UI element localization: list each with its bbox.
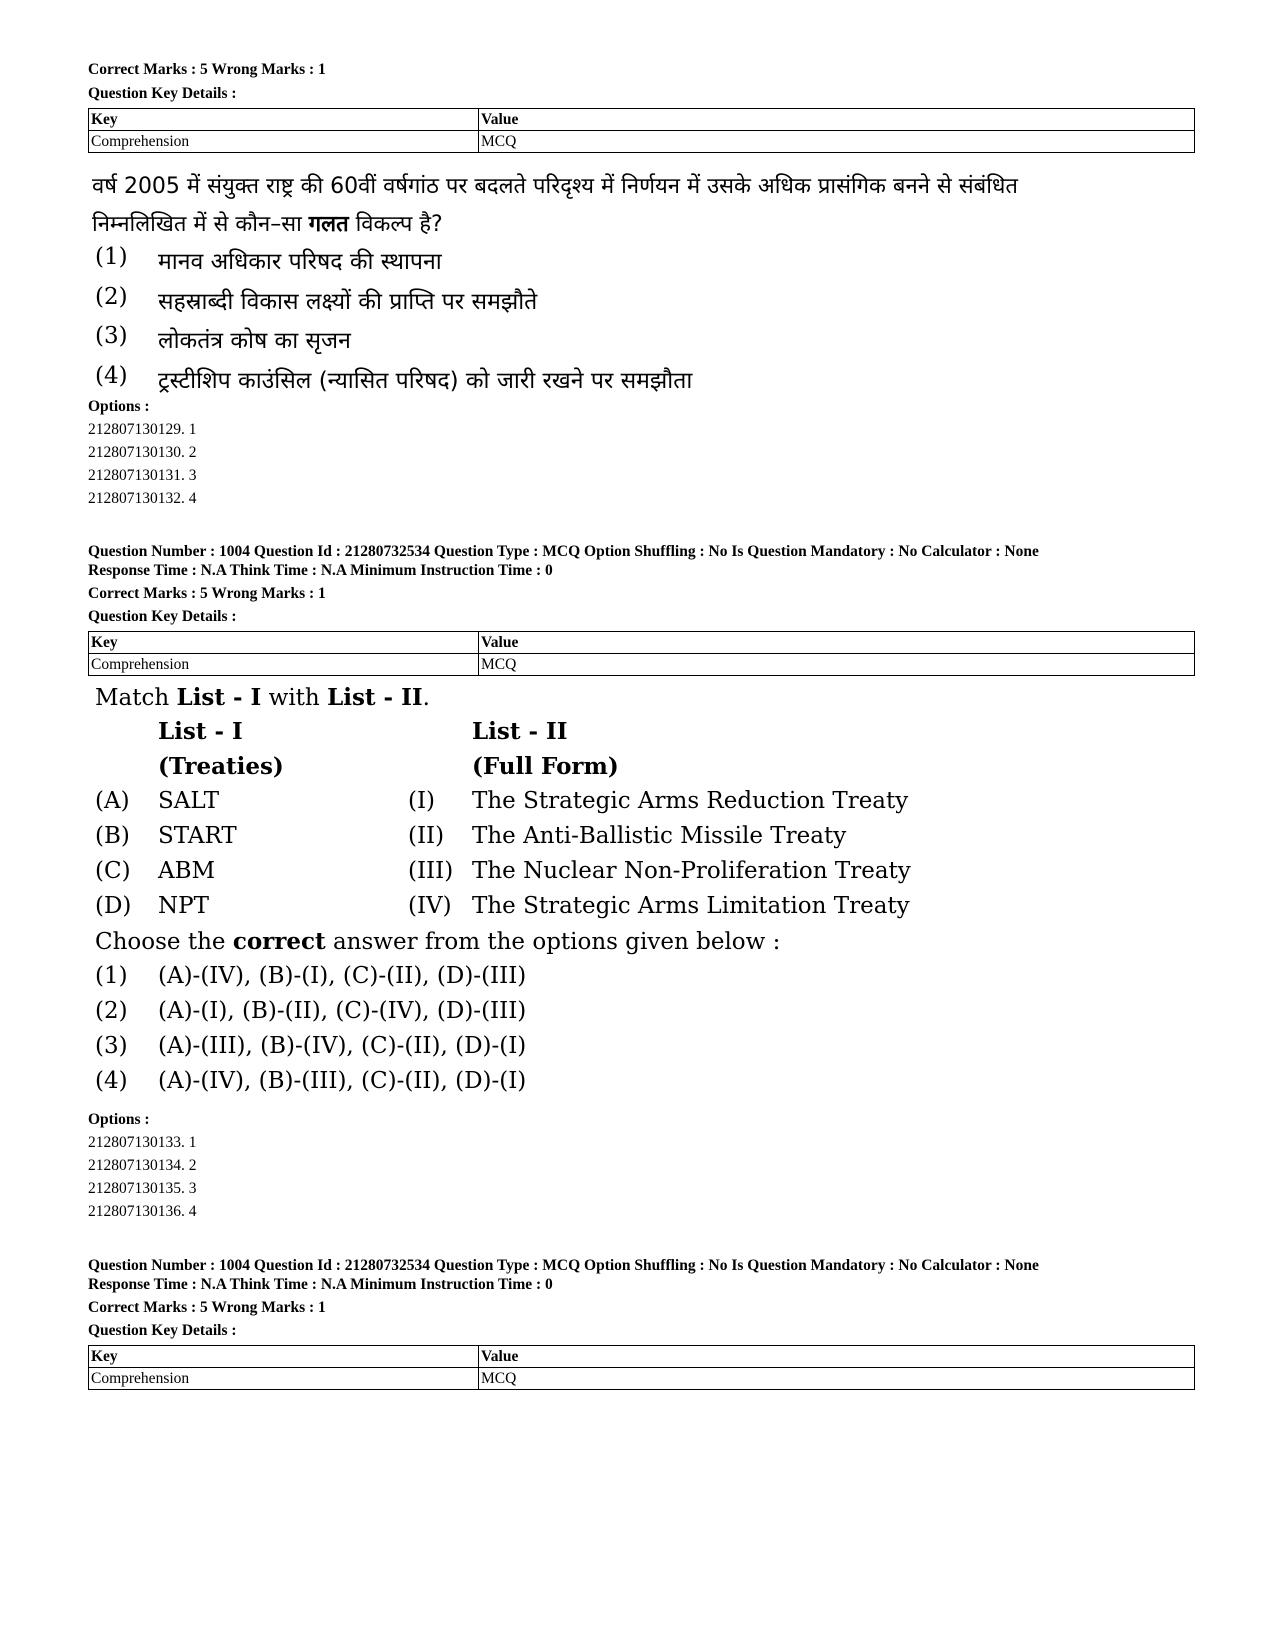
choice-number: (2) — [95, 284, 128, 310]
question-key-details-label: Question Key Details : — [88, 85, 237, 102]
choice-text: सहस्राब्दी विकास लक्ष्यों की प्राप्ति पर समझौते — [158, 289, 538, 315]
intro-text: with — [261, 685, 328, 711]
choice-text: लोकतंत्र कोष का सृजन — [158, 328, 351, 354]
value-header: Value — [479, 632, 1195, 654]
row-roman: (III) — [408, 858, 454, 884]
key-header: Key — [89, 632, 479, 654]
key-cell: Comprehension — [89, 131, 479, 153]
key-cell: Comprehension — [89, 654, 479, 676]
choice-number: (3) — [95, 1033, 128, 1059]
value-cell: MCQ — [479, 654, 1195, 676]
key-cell: Comprehension — [89, 1368, 479, 1390]
row-label: (B) — [95, 823, 130, 849]
choice-number: (2) — [95, 998, 128, 1024]
option-line: 212807130136. 4 — [88, 1203, 197, 1220]
question-header-line-2: Response Time : N.A Think Time : N.A Minimum Instruction Time : 0 — [88, 562, 553, 579]
question-header-line-1: Question Number : 1004 Question Id : 21280732534 Question Type : MCQ Option Shuffling : No Is Question Mandatory : No Calculator : None — [88, 1257, 1039, 1274]
key-header: Key — [89, 109, 479, 131]
full-form: The Strategic Arms Limitation Treaty — [472, 893, 910, 919]
full-form: The Nuclear Non-Proliferation Treaty — [472, 858, 911, 884]
list2-subtitle: (Full Form) — [472, 753, 619, 780]
choice-number: (1) — [95, 244, 128, 270]
marks-line: Correct Marks : 5 Wrong Marks : 1 — [88, 1299, 326, 1316]
treaty-item: ABM — [158, 858, 216, 884]
choice-number: (1) — [95, 963, 128, 989]
row-roman: (I) — [408, 788, 436, 814]
list1-title: List - I — [158, 718, 243, 745]
row-roman: (II) — [408, 823, 445, 849]
row-label: (C) — [95, 858, 131, 884]
intro-text: . — [422, 685, 430, 711]
question-text-line-1: वर्ष 2005 में संयुक्त राष्ट्र की 60वीं वर्षगांठ पर बदलते परिदृश्य में निर्णयन में उसके अधिक प्रासंगिक बनने से संबंधित — [92, 174, 1018, 199]
choice-text: (A)-(IV), (B)-(I), (C)-(II), (D)-(III) — [158, 963, 527, 989]
choice-text: (A)-(I), (B)-(II), (C)-(IV), (D)-(III) — [158, 998, 527, 1024]
choose-instruction — [95, 928, 780, 955]
value-header: Value — [479, 1346, 1195, 1368]
row-label: (D) — [95, 893, 132, 919]
treaty-item: NPT — [158, 893, 209, 919]
choice-text: (A)-(IV), (B)-(III), (C)-(II), (D)-(I) — [158, 1068, 527, 1094]
option-line: 212807130130. 2 — [88, 444, 197, 461]
options-label: Options : — [88, 398, 150, 415]
question-text-line-2 — [92, 208, 443, 238]
option-line: 212807130129. 1 — [88, 421, 197, 438]
choice-text: मानव अधिकार परिषद की स्थापना — [158, 249, 442, 275]
choose-emphasis: correct — [232, 928, 326, 955]
option-line: 212807130133. 1 — [88, 1134, 197, 1151]
intro-list2: List - II — [327, 684, 423, 711]
marks-line: Correct Marks : 5 Wrong Marks : 1 — [88, 61, 326, 78]
treaty-item: SALT — [158, 788, 220, 814]
option-line: 212807130132. 4 — [88, 490, 197, 507]
choose-text: answer from the options given below : — [325, 929, 781, 955]
row-label: (A) — [95, 788, 130, 814]
list2-title: List - II — [472, 718, 568, 745]
choice-number: (3) — [95, 323, 128, 349]
question-text-part: निम्नलिखित में से कौन–सा — [92, 212, 309, 237]
value-cell: MCQ — [479, 1368, 1195, 1390]
question-key-table — [88, 108, 1195, 153]
full-form: The Anti-Ballistic Missile Treaty — [472, 823, 847, 849]
options-label: Options : — [88, 1111, 150, 1128]
question-header-line-2: Response Time : N.A Think Time : N.A Minimum Instruction Time : 0 — [88, 1276, 553, 1293]
choice-text: ट्रस्टीशिप काउंसिल (न्यासित परिषद) को जारी रखने पर समझौता — [158, 368, 693, 394]
value-cell: MCQ — [479, 131, 1195, 153]
list1-subtitle: (Treaties) — [158, 753, 284, 780]
question-emphasis: गलत — [308, 212, 349, 237]
match-intro — [95, 684, 430, 711]
option-line: 212807130131. 3 — [88, 467, 197, 484]
option-line: 212807130134. 2 — [88, 1157, 197, 1174]
intro-text: Match — [95, 685, 177, 711]
marks-line: Correct Marks : 5 Wrong Marks : 1 — [88, 585, 326, 602]
choice-number: (4) — [95, 1068, 128, 1094]
full-form: The Strategic Arms Reduction Treaty — [472, 788, 909, 814]
key-header: Key — [89, 1346, 479, 1368]
choose-text: Choose the — [95, 929, 233, 955]
question-key-details-label: Question Key Details : — [88, 608, 237, 625]
value-header: Value — [479, 109, 1195, 131]
treaty-item: START — [158, 823, 237, 849]
question-key-table — [88, 1345, 1195, 1390]
row-roman: (IV) — [408, 893, 452, 919]
question-key-details-label: Question Key Details : — [88, 1322, 237, 1339]
intro-list1: List - I — [176, 684, 262, 711]
question-header-line-1: Question Number : 1004 Question Id : 21280732534 Question Type : MCQ Option Shuffling : No Is Question Mandatory : No Calculator : None — [88, 543, 1039, 560]
question-key-table — [88, 631, 1195, 676]
choice-number: (4) — [95, 363, 128, 389]
choice-text: (A)-(III), (B)-(IV), (C)-(II), (D)-(I) — [158, 1033, 527, 1059]
option-line: 212807130135. 3 — [88, 1180, 197, 1197]
question-text-part: विकल्प है? — [348, 212, 443, 237]
